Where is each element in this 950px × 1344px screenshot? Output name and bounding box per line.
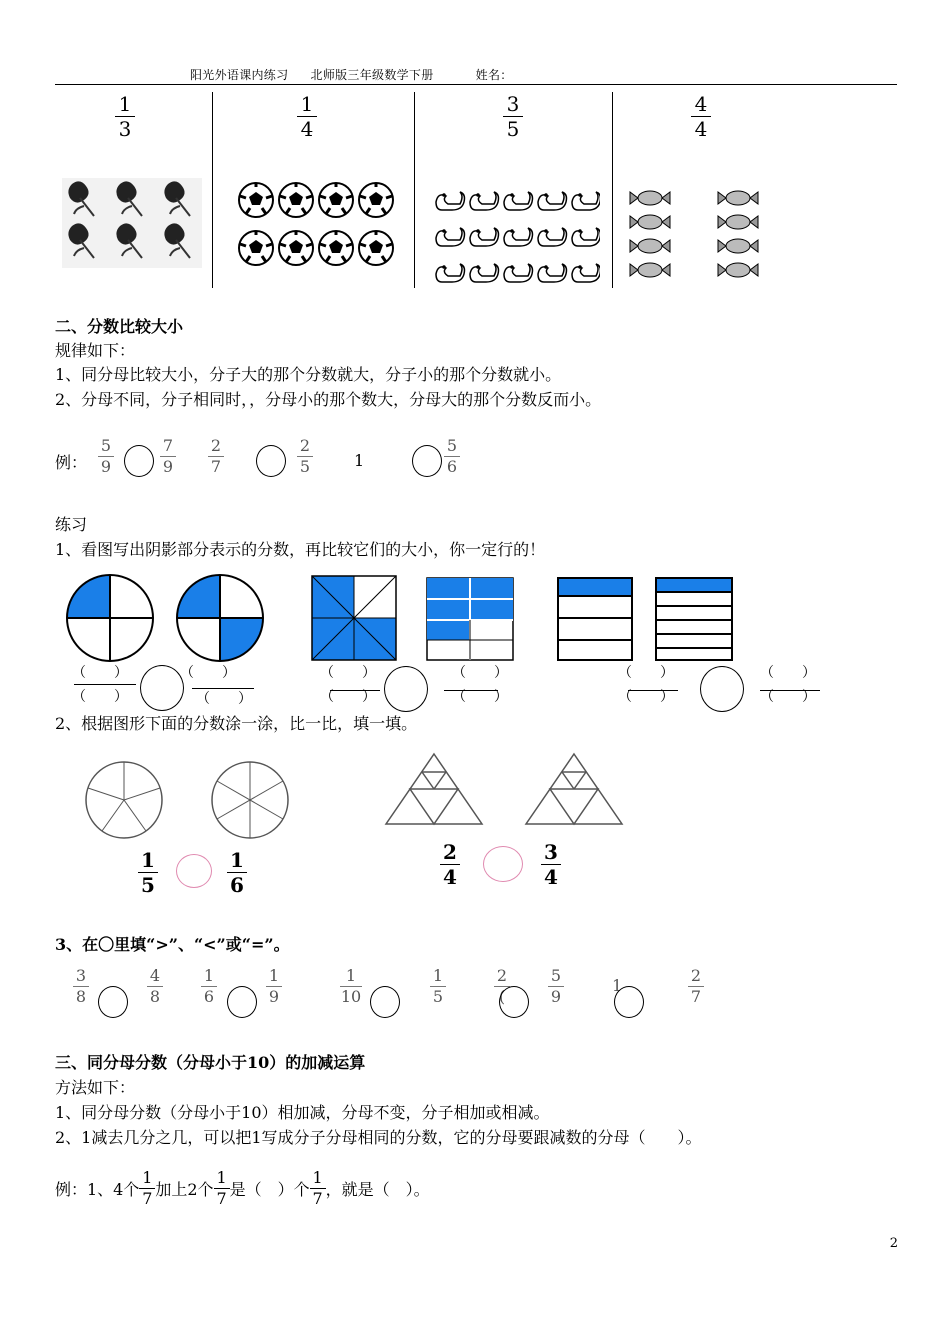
compare-circle[interactable] — [140, 665, 184, 711]
compare-circle[interactable] — [176, 854, 212, 888]
top-fraction-2: 1 4 — [297, 94, 317, 139]
section3-title: 三、同分母分数（分母小于10）的加减运算 — [55, 1053, 366, 1072]
ex-mid-1: 加上2个 — [155, 1180, 214, 1199]
q2-fraction: 1 6 — [227, 850, 247, 895]
q2-fraction: 2 4 — [440, 842, 460, 887]
shaded-strips-6-figure — [654, 576, 736, 662]
example-fraction: 2 7 — [208, 438, 224, 475]
method-2: 2、1减去几分之几，可以把1写成分子分母相同的分数，它的分母要跟减数的分母（ ）。 — [55, 1128, 702, 1147]
answer-blank-denominator[interactable]: （ ） — [320, 689, 376, 705]
compare-circle[interactable] — [412, 445, 442, 477]
top-fraction-3: 3 5 — [503, 94, 523, 139]
answer-blank-numerator[interactable]: （ ） — [618, 665, 674, 681]
answer-blank-numerator[interactable]: （ ） — [760, 665, 816, 681]
compare-circle[interactable] — [227, 986, 257, 1018]
compare-circle[interactable] — [370, 986, 400, 1018]
header-rule — [55, 84, 897, 85]
q3-fraction: 1 9 — [266, 968, 282, 1005]
triangles-figure — [384, 752, 634, 828]
header-school: 阳光外语课内练习 — [190, 68, 289, 82]
compare-circle[interactable] — [700, 666, 744, 712]
answer-blank-denominator[interactable]: （ ） — [452, 689, 508, 705]
compare-circle[interactable] — [124, 445, 154, 477]
candy-icon — [628, 188, 768, 284]
shaded-grid-figure — [425, 576, 515, 662]
q3-fraction: 2 ( — [494, 968, 510, 1005]
answer-blank-denominator[interactable]: （ ） — [760, 689, 816, 705]
q3-fraction: 4 8 — [147, 968, 163, 1005]
shaded-square-triangles-figure — [310, 574, 400, 662]
top-fraction-1: 1 3 — [115, 94, 135, 139]
answer-blank-numerator[interactable]: （ ） — [320, 665, 376, 681]
method-intro: 方法如下： — [55, 1078, 136, 1097]
ex-end: ，就是（ ）。 — [325, 1180, 430, 1199]
rule-intro: 规律如下： — [55, 341, 136, 360]
duck-icon — [430, 182, 600, 286]
example-label: 例： — [55, 453, 88, 472]
answer-blank-denominator[interactable]: （ ） — [196, 691, 252, 707]
table-divider — [414, 92, 415, 288]
q3-whole: 1 — [612, 976, 623, 995]
example-2-text — [55, 1168, 430, 1209]
q3-fraction: 1 6 — [201, 968, 217, 1005]
fraction-bar — [74, 684, 136, 685]
answer-blank-denominator[interactable]: （ ） — [72, 689, 128, 705]
q2-fraction: 1 5 — [138, 850, 158, 895]
ex-fraction: $\frac{1}{7}$ — [139, 1170, 155, 1207]
compare-circle[interactable] — [614, 986, 644, 1018]
top-fraction-4: 4 4 — [691, 94, 711, 139]
answer-blank-numerator[interactable]: （ ） — [180, 665, 236, 681]
practice-label: 练习 — [55, 515, 88, 534]
example-fraction: 5 6 — [444, 438, 460, 475]
ex-mid-2: 是（ ）个 — [229, 1180, 310, 1199]
compare-circle[interactable] — [98, 986, 128, 1018]
example-fraction: 2 5 — [297, 438, 313, 475]
question-1: 1、看图写出阴影部分表示的分数，再比较它们的大小，你一定行的！ — [55, 540, 546, 559]
compare-circle[interactable] — [483, 846, 523, 882]
q3-fraction: 5 9 — [548, 968, 564, 1005]
ex-fraction: $\frac{1}{7}$ — [214, 1170, 230, 1207]
soccer-ball-icon — [238, 182, 398, 268]
example-fraction: 5 9 — [98, 438, 114, 475]
rose-icon — [62, 178, 202, 268]
ex-label: 例：1、4个 — [55, 1180, 140, 1199]
example-fraction: 7 9 — [160, 438, 176, 475]
header-name-label: 姓名： — [475, 68, 513, 82]
ex-fraction: $\frac{1}{7}$ — [310, 1170, 326, 1207]
rule-2: 2、分母不同，分子相同时，，分母小的那个数大，分母大的那个分数反而小。 — [55, 390, 602, 409]
q3-fraction: 1 10 — [340, 966, 362, 1006]
q3-fraction: 3 8 — [73, 968, 89, 1005]
divided-circles-figure — [84, 760, 304, 840]
section2-title: 二、分数比较大小 — [55, 317, 184, 336]
compare-circle[interactable] — [256, 445, 286, 477]
table-divider — [612, 92, 613, 288]
example-whole: 1 — [354, 451, 365, 470]
shaded-circles-figure — [64, 572, 264, 664]
q3-fraction: 2 7 — [688, 968, 704, 1005]
method-1: 1、同分母分数（分母小于10）相加减，分母不变，分子相加或相减。 — [55, 1103, 550, 1122]
compare-circle[interactable] — [499, 986, 529, 1018]
answer-blank-denominator[interactable]: （ ） — [618, 689, 674, 705]
q3-fraction: 1 5 — [430, 968, 446, 1005]
question-2: 2、根据图形下面的分数涂一涂，比一比，填一填。 — [55, 714, 418, 733]
page-header — [190, 66, 531, 83]
shaded-strips-5-figure — [556, 576, 636, 662]
header-book: 北师版三年级数学下册 — [310, 68, 434, 82]
page-number: 2 — [889, 1236, 898, 1251]
table-divider — [212, 92, 213, 288]
answer-blank-numerator[interactable]: （ ） — [452, 665, 508, 681]
question-3: 3、在〇里填“>”、“<”或“=”。 — [55, 935, 290, 954]
rule-1: 1、同分母比较大小，分子大的那个分数就大，分子小的那个分数就小。 — [55, 365, 562, 384]
compare-circle[interactable] — [384, 666, 428, 712]
answer-blank-numerator[interactable]: （ ） — [72, 665, 128, 681]
q2-fraction: 3 4 — [541, 842, 561, 887]
